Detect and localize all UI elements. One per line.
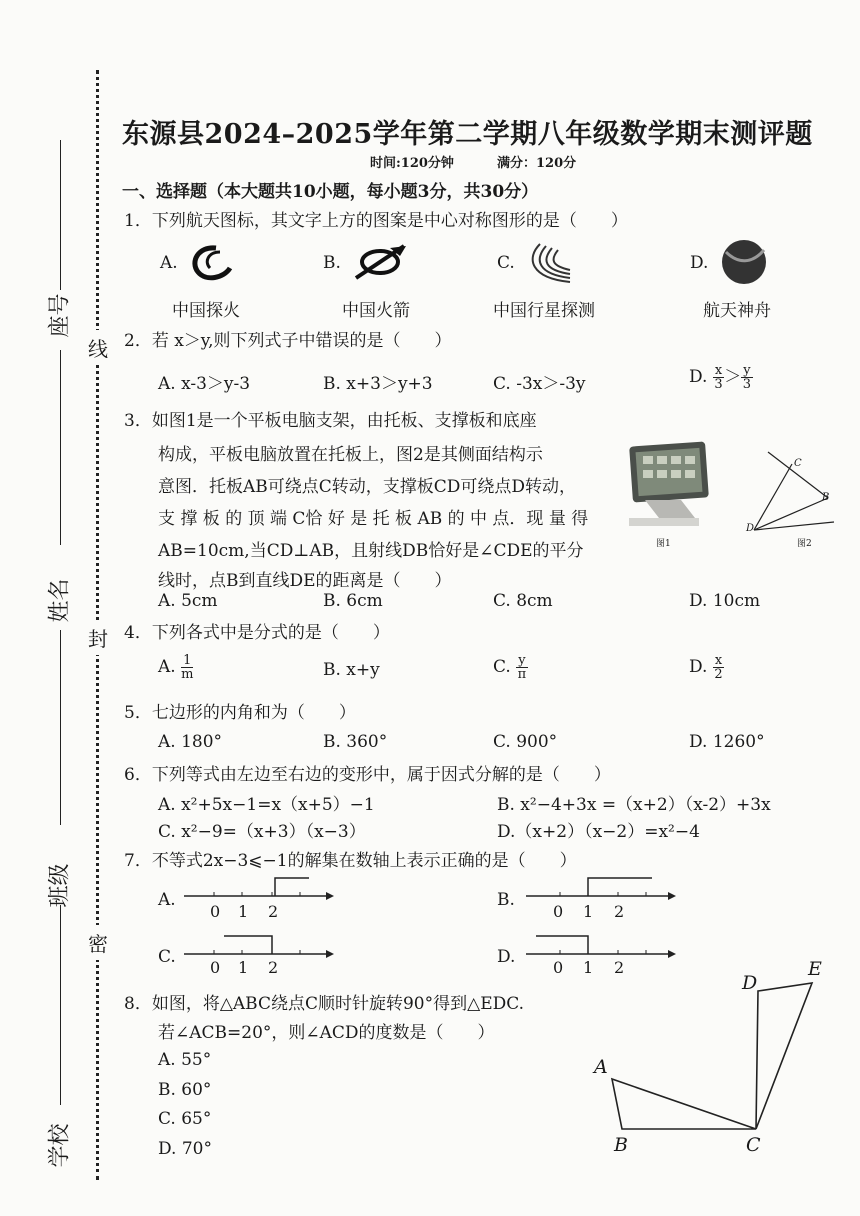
tablet-stand-photo — [625, 440, 717, 530]
q6-option-a[interactable]: A. x²+5x−1=x（x+5）−1 — [158, 795, 375, 815]
q2-stem: 2．若 x＞y,则下列式子中错误的是（ ） — [124, 331, 452, 351]
q3-point-b: B — [822, 492, 830, 503]
q7-a-tick-2: 2 — [268, 902, 279, 921]
q2-option-d[interactable] — [689, 362, 753, 391]
q7-number-line-a — [184, 870, 334, 902]
name-field-line[interactable] — [60, 350, 61, 545]
q3-line-1: 3．如图1是一个平板电脑支架，由托板、支撑板和底座 — [124, 411, 537, 431]
q1-caption-a: 中国探火 — [172, 301, 240, 321]
q2-option-c[interactable]: C. -3x＞-3y — [493, 374, 586, 394]
sidebar-name-label: 姓名 — [47, 578, 73, 623]
rocket-logo-icon — [350, 244, 412, 280]
q3-figure-2-diagram — [744, 452, 834, 536]
section-title: 一、选择题（本大题共10小题，每小题3分，共30分） — [122, 182, 539, 202]
shenzhou-logo-icon — [718, 238, 770, 286]
q3-line-6: 线时，点B到直线DE的距离是（ ） — [158, 571, 452, 591]
q1-option-b-letter[interactable]: B. — [323, 253, 341, 273]
q7-c-tick-1: 1 — [238, 958, 249, 977]
q1-caption-d: 航天神舟 — [703, 301, 771, 321]
q7-stem: 7．不等式2x−3⩽−1的解集在数轴上表示正确的是（ ） — [124, 851, 577, 871]
q4-option-a[interactable] — [158, 654, 193, 681]
q3-option-a[interactable]: A. 5cm — [158, 591, 218, 611]
q6-option-b[interactable]: B. x²−4+3x =（x+2）（x-2）+3x — [497, 795, 771, 815]
q3-line-5: AB=10cm,当CD⊥AB，且射线DB恰好是∠CDE的平分 — [158, 541, 584, 561]
q3-option-c[interactable]: C. 8cm — [493, 591, 553, 611]
q4-option-d[interactable] — [689, 654, 724, 681]
exam-title: 东源县2024–2025学年第二学期八年级数学期末测评题 — [122, 119, 813, 150]
sidebar-seat-label: 座号 — [47, 293, 73, 338]
q7-option-b-letter[interactable]: B. — [497, 890, 515, 910]
q6-option-c[interactable]: C. x²−9=（x+3）（x−3） — [158, 822, 366, 842]
q8-option-a[interactable]: A. 55° — [158, 1050, 212, 1070]
q3-fig1-caption: 图1 — [656, 539, 671, 549]
q3-point-c: C — [794, 458, 802, 469]
q7-option-c-letter[interactable]: C. — [158, 947, 176, 967]
q3-fig2-caption: 图2 — [797, 539, 812, 549]
q1-caption-c: 中国行星探测 — [493, 301, 595, 321]
q3-option-d[interactable]: D. 10cm — [689, 591, 761, 611]
q7-option-a-letter[interactable]: A. — [158, 890, 176, 910]
q3-line-4: 支 撑 板 的 顶 端 C恰 好 是 托 板 AB 的 中 点．现 量 得 — [158, 509, 589, 529]
q8-option-b[interactable]: B. 60° — [158, 1080, 212, 1100]
planet-exploration-logo-icon — [520, 240, 576, 286]
q5-option-c[interactable]: C. 900° — [493, 732, 558, 752]
school-field-line[interactable] — [60, 905, 61, 1105]
q8-point-b: B — [614, 1134, 628, 1156]
q7-d-tick-1: 1 — [583, 958, 594, 977]
q2-d-fraction-y: $\frac{y}{3}$ — [742, 363, 751, 392]
q4-c-letter: C. — [493, 657, 511, 677]
q4-d-letter: D. — [689, 657, 708, 677]
q7-number-line-d — [526, 928, 676, 960]
q8-line-2: 若∠ACB=20°，则∠ACD的度数是（ ） — [158, 1023, 495, 1043]
q8-point-e: E — [808, 958, 822, 980]
q7-d-tick-0: 0 — [553, 958, 564, 977]
q7-b-tick-1: 1 — [583, 902, 594, 921]
exam-time: 时间:120分钟 — [370, 156, 454, 171]
q3-line-2: 构成，平板电脑放置在托板上，图2是其侧面结构示 — [158, 445, 543, 465]
q2-d-fraction-x: $\frac{x}{3}$ — [714, 363, 723, 392]
q2-option-d-letter: D. — [689, 367, 708, 387]
seal-seal-char: 封 — [88, 620, 108, 655]
q7-a-tick-1: 1 — [238, 902, 249, 921]
sidebar-class-label: 班级 — [47, 863, 73, 908]
class-field-line[interactable] — [60, 630, 61, 825]
q1-option-a-letter[interactable]: A. — [160, 253, 178, 273]
q8-point-c: C — [746, 1134, 761, 1156]
seat-field-line[interactable] — [60, 140, 61, 290]
q1-option-d-letter[interactable]: D. — [690, 253, 709, 273]
q8-line-1: 8．如图，将△ABC绕点C顺时针旋转90°得到△EDC. — [124, 994, 525, 1014]
q3-option-b[interactable]: B. 6cm — [323, 591, 383, 611]
q4-a-fraction: $\frac{1}{m}$ — [181, 653, 194, 682]
q7-c-tick-0: 0 — [210, 958, 221, 977]
q4-d-fraction: $\frac{x}{2}$ — [714, 653, 723, 682]
exam-full-score: 满分：120分 — [497, 156, 577, 171]
q7-number-line-c — [184, 928, 334, 960]
q7-b-tick-0: 0 — [553, 902, 564, 921]
q4-option-b[interactable]: B. x+y — [323, 660, 380, 680]
q8-option-d[interactable]: D. 70° — [158, 1139, 212, 1159]
q8-rotation-figure — [600, 975, 830, 1135]
q7-number-line-b — [526, 870, 676, 902]
q5-option-b[interactable]: B. 360° — [323, 732, 388, 752]
q7-c-tick-2: 2 — [268, 958, 279, 977]
q2-d-gt: ＞ — [724, 367, 742, 387]
seal-secret-char: 密 — [88, 925, 108, 960]
q7-d-tick-2: 2 — [614, 958, 625, 977]
q1-stem: 1．下列航天图标，其文字上方的图案是中心对称图形的是（ ） — [124, 211, 628, 231]
q8-point-d: D — [742, 972, 758, 994]
q4-stem: 4．下列各式中是分式的是（ ） — [124, 623, 390, 643]
q2-option-a[interactable]: A. x-3＞y-3 — [158, 374, 251, 394]
q6-stem: 6．下列等式由左边至右边的变形中，属于因式分解的是（ ） — [124, 765, 611, 785]
q8-option-c[interactable]: C. 65° — [158, 1109, 212, 1129]
q3-point-d: D — [746, 523, 755, 534]
q1-option-c-letter[interactable]: C. — [497, 253, 515, 273]
q5-option-a[interactable]: A. 180° — [158, 732, 223, 752]
q1-caption-b: 中国火箭 — [342, 301, 410, 321]
q3-line-3: 意图．托板AB可绕点C转动，支撑板CD可绕点D转动， — [158, 477, 577, 497]
q2-option-b[interactable]: B. x+3＞y+3 — [323, 374, 433, 394]
q5-option-d[interactable]: D. 1260° — [689, 732, 765, 752]
q7-a-tick-0: 0 — [210, 902, 221, 921]
seal-line-char: 线 — [88, 330, 108, 365]
q4-c-fraction: $\frac{y}{\pi}$ — [517, 653, 527, 682]
q7-b-tick-2: 2 — [614, 902, 625, 921]
sidebar-school-label: 学校 — [47, 1123, 73, 1168]
q7-option-d-letter[interactable]: D. — [497, 947, 516, 967]
q5-stem: 5．七边形的内角和为（ ） — [124, 703, 356, 723]
q6-option-d[interactable]: D.（x+2）（x−2）=x²−4 — [497, 822, 700, 842]
q4-a-letter: A. — [158, 657, 176, 677]
q8-point-a: A — [594, 1056, 608, 1078]
tianwen-logo-icon — [186, 242, 238, 284]
q4-option-c[interactable] — [493, 654, 528, 681]
